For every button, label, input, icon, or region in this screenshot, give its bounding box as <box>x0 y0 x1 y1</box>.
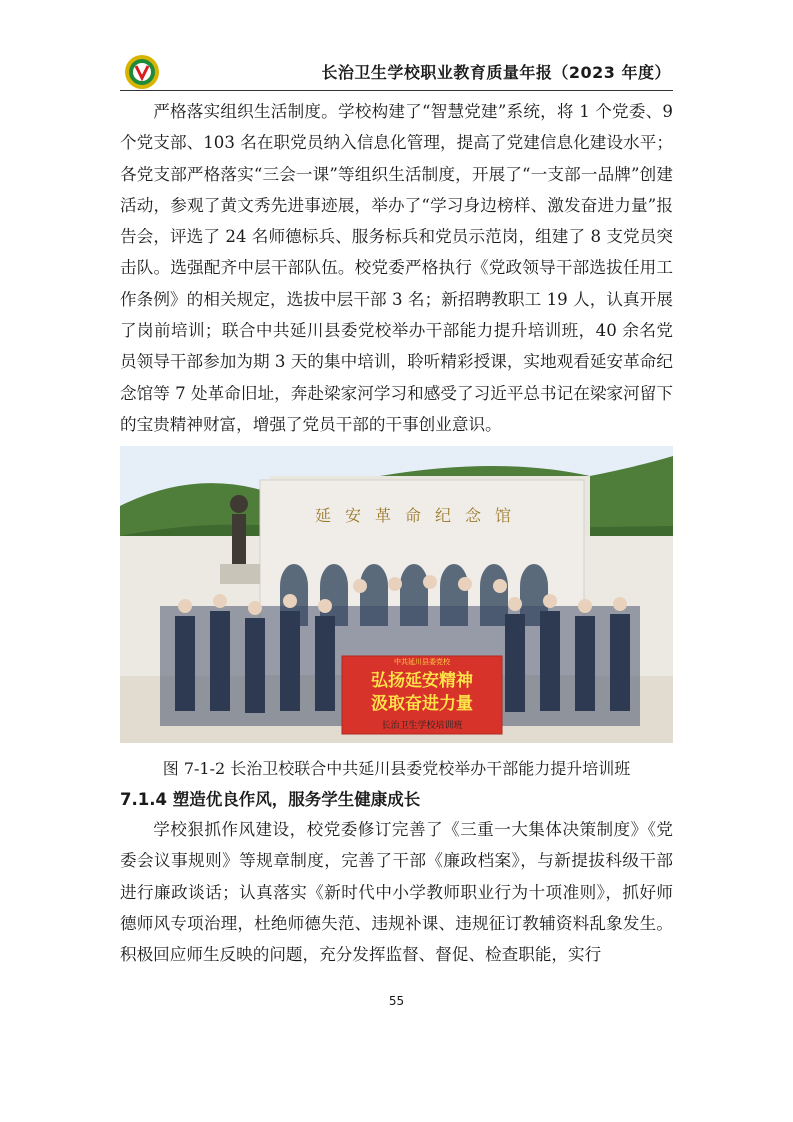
paragraph-work-style: 学校狠抓作风建设，校党委修订完善了《三重一大集体决策制度》《党委会议事规则》等规章制度，完善了干部《廉政档案》，与新提拔科级干部进行廉政谈话；认真落实《新时代中小学教师职业行为十项准则》，抓好师德师风专项治理，杜绝师德失范、违规补课、违规征订教辅资料乱象发生。积极回应师生反映的问题，充分发挥监督、督促、检查职能，实行 <box>120 820 673 965</box>
paragraph-organization-life: 严格落实组织生活制度。学校构建了“智慧党建”系统，将 1 个党委、9 个党支部、103 名在职党员纳入信息化管理，提高了党建信息化建设水平；各党支部严格落实“三会一课”等组织生活制度，开展了“一支部一品牌”创建活动，参观了黄文秀先进事迹展，举办了“学习身边榜样、激发奋进力量”报告会，评选了 24 名师德标兵、服务标兵和党员示范岗，组建了 8 支党员突击队。选强配齐中层干部队伍。校党委严格执行《党政领导干部选拔任用工作条例》的相关规定，选拔中层干部 3 名；新招聘教职工 19 人，认真开展了岗前培训；联合中共延川县委党校举办干部能力提升培训班，40 余名党员领导干部参加为期 3 天的集中培训，聆听精彩授课，实地观看延安革命纪念馆等 7 处革命旧址，奔赴梁家河学习和感受了习近平总书记在梁家河留下的宝贵精神财富，增强了党员干部的干事创业意识。 <box>120 102 673 434</box>
banner-slogan-2: 汲取奋进力量 <box>371 694 473 714</box>
banner-top-text: 中共延川县委党校 <box>394 658 450 666</box>
building-sign: 延安革命纪念馆 <box>314 506 526 525</box>
banner-org: 长治卫生学校培训班 <box>381 721 463 731</box>
header-divider <box>120 90 673 91</box>
section-heading: 7.1.4 塑造优良作风，服务学生健康成长 <box>120 790 421 809</box>
figure-caption: 图 7-1-2 长治卫校联合中共延川县委党校举办干部能力提升培训班 <box>162 759 631 778</box>
header-title: 长治卫生学校职业教育质量年报（2023 年度） <box>321 63 671 82</box>
banner-slogan-1: 弘扬延安精神 <box>371 671 473 691</box>
group-photo <box>120 446 673 743</box>
page-number: 55 <box>388 994 405 1008</box>
school-emblem-icon <box>124 54 160 90</box>
